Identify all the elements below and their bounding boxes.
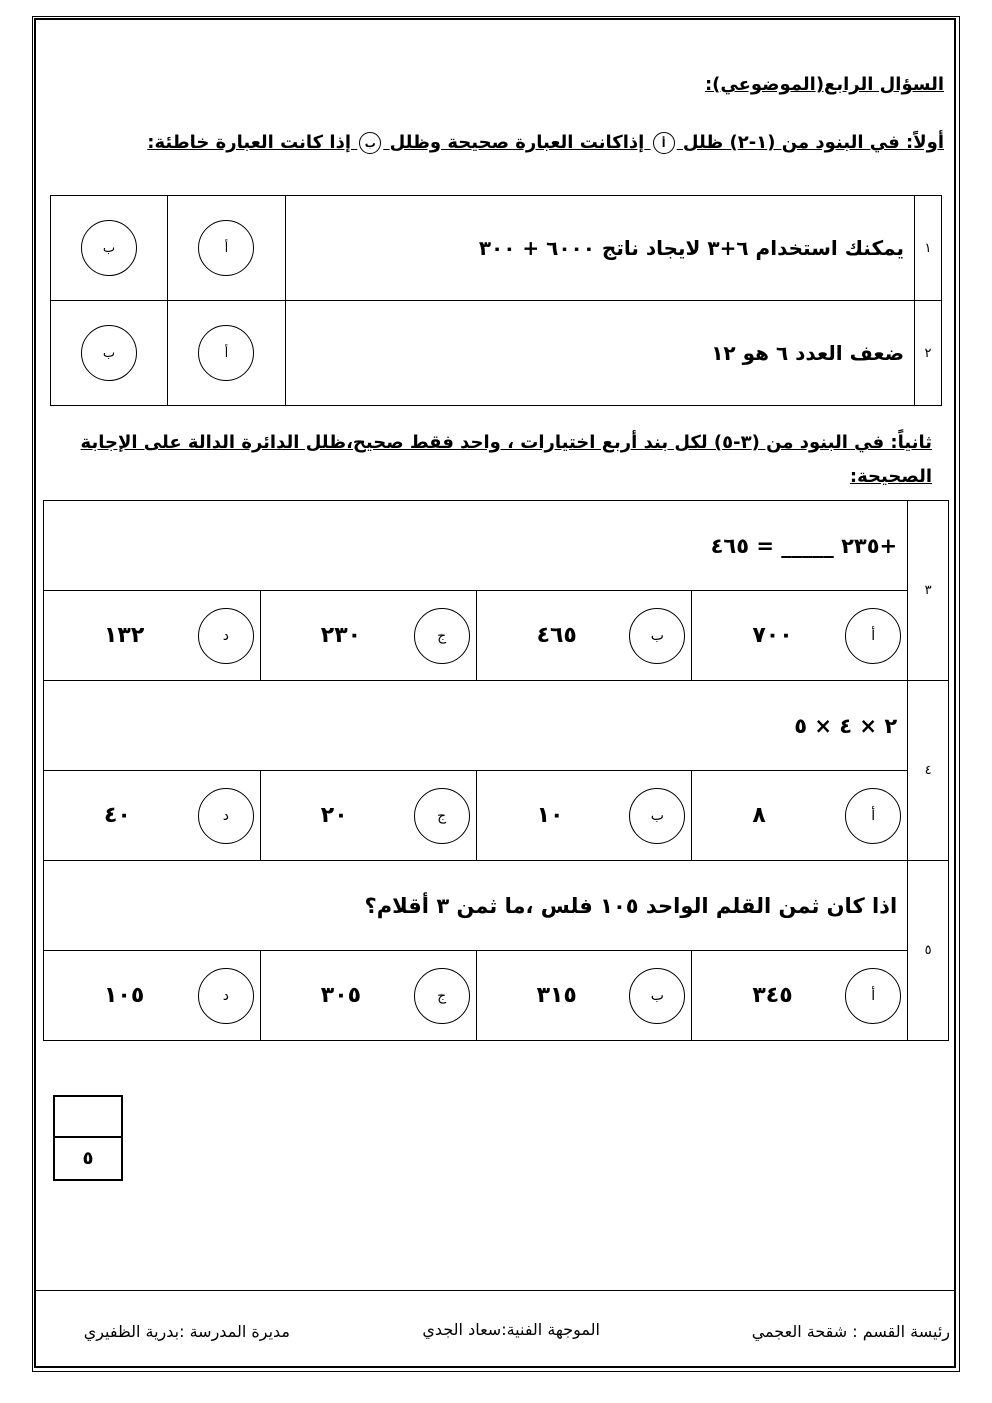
item-statement: يمكنك استخدام ٦+٣ لايجاد ناتج ٦٠٠٠ + ٣٠٠ <box>285 196 914 301</box>
technical-supervisor: الموجهة الفنية:سعاد الجدي <box>422 1320 600 1339</box>
option-circle-a[interactable]: أ <box>845 968 901 1024</box>
option-circle-b[interactable]: ب <box>629 968 685 1024</box>
option-circle-c[interactable]: ج <box>414 608 470 664</box>
question-text: ٢ × ٤ × ٥ <box>44 681 908 771</box>
table-row <box>51 301 942 406</box>
table-row <box>44 591 949 681</box>
item-number: ٥ <box>908 861 949 1041</box>
option-circle-c[interactable]: ج <box>414 968 470 1024</box>
table-row <box>44 771 949 861</box>
option-value: ٣٠٥ <box>320 983 362 1008</box>
circle-a-example: أ <box>653 132 675 154</box>
circle-b-example: ب <box>359 132 381 154</box>
option-circle-d[interactable]: د <box>198 788 254 844</box>
option-circle-c[interactable]: ج <box>414 788 470 844</box>
option-value: ٣٤٥ <box>752 983 793 1008</box>
option-circle-a[interactable]: أ <box>845 608 901 664</box>
score-total: ٥ <box>82 1148 94 1169</box>
item-number: ٤ <box>908 681 949 861</box>
item-number: ٢ <box>915 301 942 406</box>
option-circle-a[interactable]: أ <box>845 788 901 844</box>
option-value: ٤٠ <box>104 803 131 828</box>
part1-mid: إذاكانت العبارة صحيحة وظلل <box>389 132 645 153</box>
table-row <box>44 951 949 1041</box>
option-circle-d[interactable]: د <box>198 608 254 664</box>
question-title: السؤال الرابع(الموضوعي): <box>704 74 944 95</box>
answer-circle-a[interactable]: أ <box>198 220 254 276</box>
table-row <box>44 681 949 771</box>
true-false-table <box>50 195 942 406</box>
part2-instruction-line1: ثانياً: في البنود من (٣-٥) لكل بند أربع اختيارات ، واحد فقط صحيح،ظلل الدائرة الدالة على الإجابة <box>80 432 932 453</box>
question-text: اذا كان ثمن القلم الواحد ١٠٥ فلس ،ما ثمن ٣ أقلام؟ <box>44 861 908 951</box>
option-value: ١٠ <box>536 803 564 828</box>
part1-pre: أولاً: في البنود من (١-٢) ظلل <box>682 132 944 153</box>
part2-instruction-line2: الصحيحة: <box>849 466 932 487</box>
item-number: ٣ <box>908 501 949 681</box>
question-text: +٢٣٥ _____ = ٤٦٥ <box>44 501 908 591</box>
option-circle-b[interactable]: ب <box>629 788 685 844</box>
item-number: ١ <box>915 196 942 301</box>
table-row <box>44 501 949 591</box>
item-statement: ضعف العدد ٦ هو ١٢ <box>285 301 914 406</box>
answer-circle-a[interactable]: أ <box>198 325 254 381</box>
part1-instruction <box>147 132 944 154</box>
part1-post: إذا كانت العبارة خاطئة: <box>147 132 351 153</box>
option-value: ٨ <box>752 803 766 828</box>
footer-divider <box>34 1290 956 1291</box>
option-value: ٢٠ <box>320 803 348 828</box>
answer-circle-b[interactable]: ب <box>81 325 137 381</box>
option-circle-b[interactable]: ب <box>629 608 685 664</box>
score-obtained <box>55 1097 121 1138</box>
option-value: ١٣٢ <box>104 623 145 648</box>
multiple-choice-table <box>43 500 949 1041</box>
option-value: ٢٣٠ <box>320 623 362 648</box>
option-circle-d[interactable]: د <box>198 968 254 1024</box>
table-row <box>51 196 942 301</box>
option-value: ٧٠٠ <box>752 623 793 648</box>
option-value: ٣١٥ <box>536 983 577 1008</box>
option-value: ٤٦٥ <box>536 623 577 648</box>
department-head: رئيسة القسم : شقحة العجمي <box>751 1322 950 1341</box>
option-value: ١٠٥ <box>104 983 145 1008</box>
school-principal: مديرة المدرسة :بدرية الظفيري <box>83 1322 290 1341</box>
table-row <box>44 861 949 951</box>
answer-circle-b[interactable]: ب <box>81 220 137 276</box>
score-box <box>53 1095 123 1181</box>
